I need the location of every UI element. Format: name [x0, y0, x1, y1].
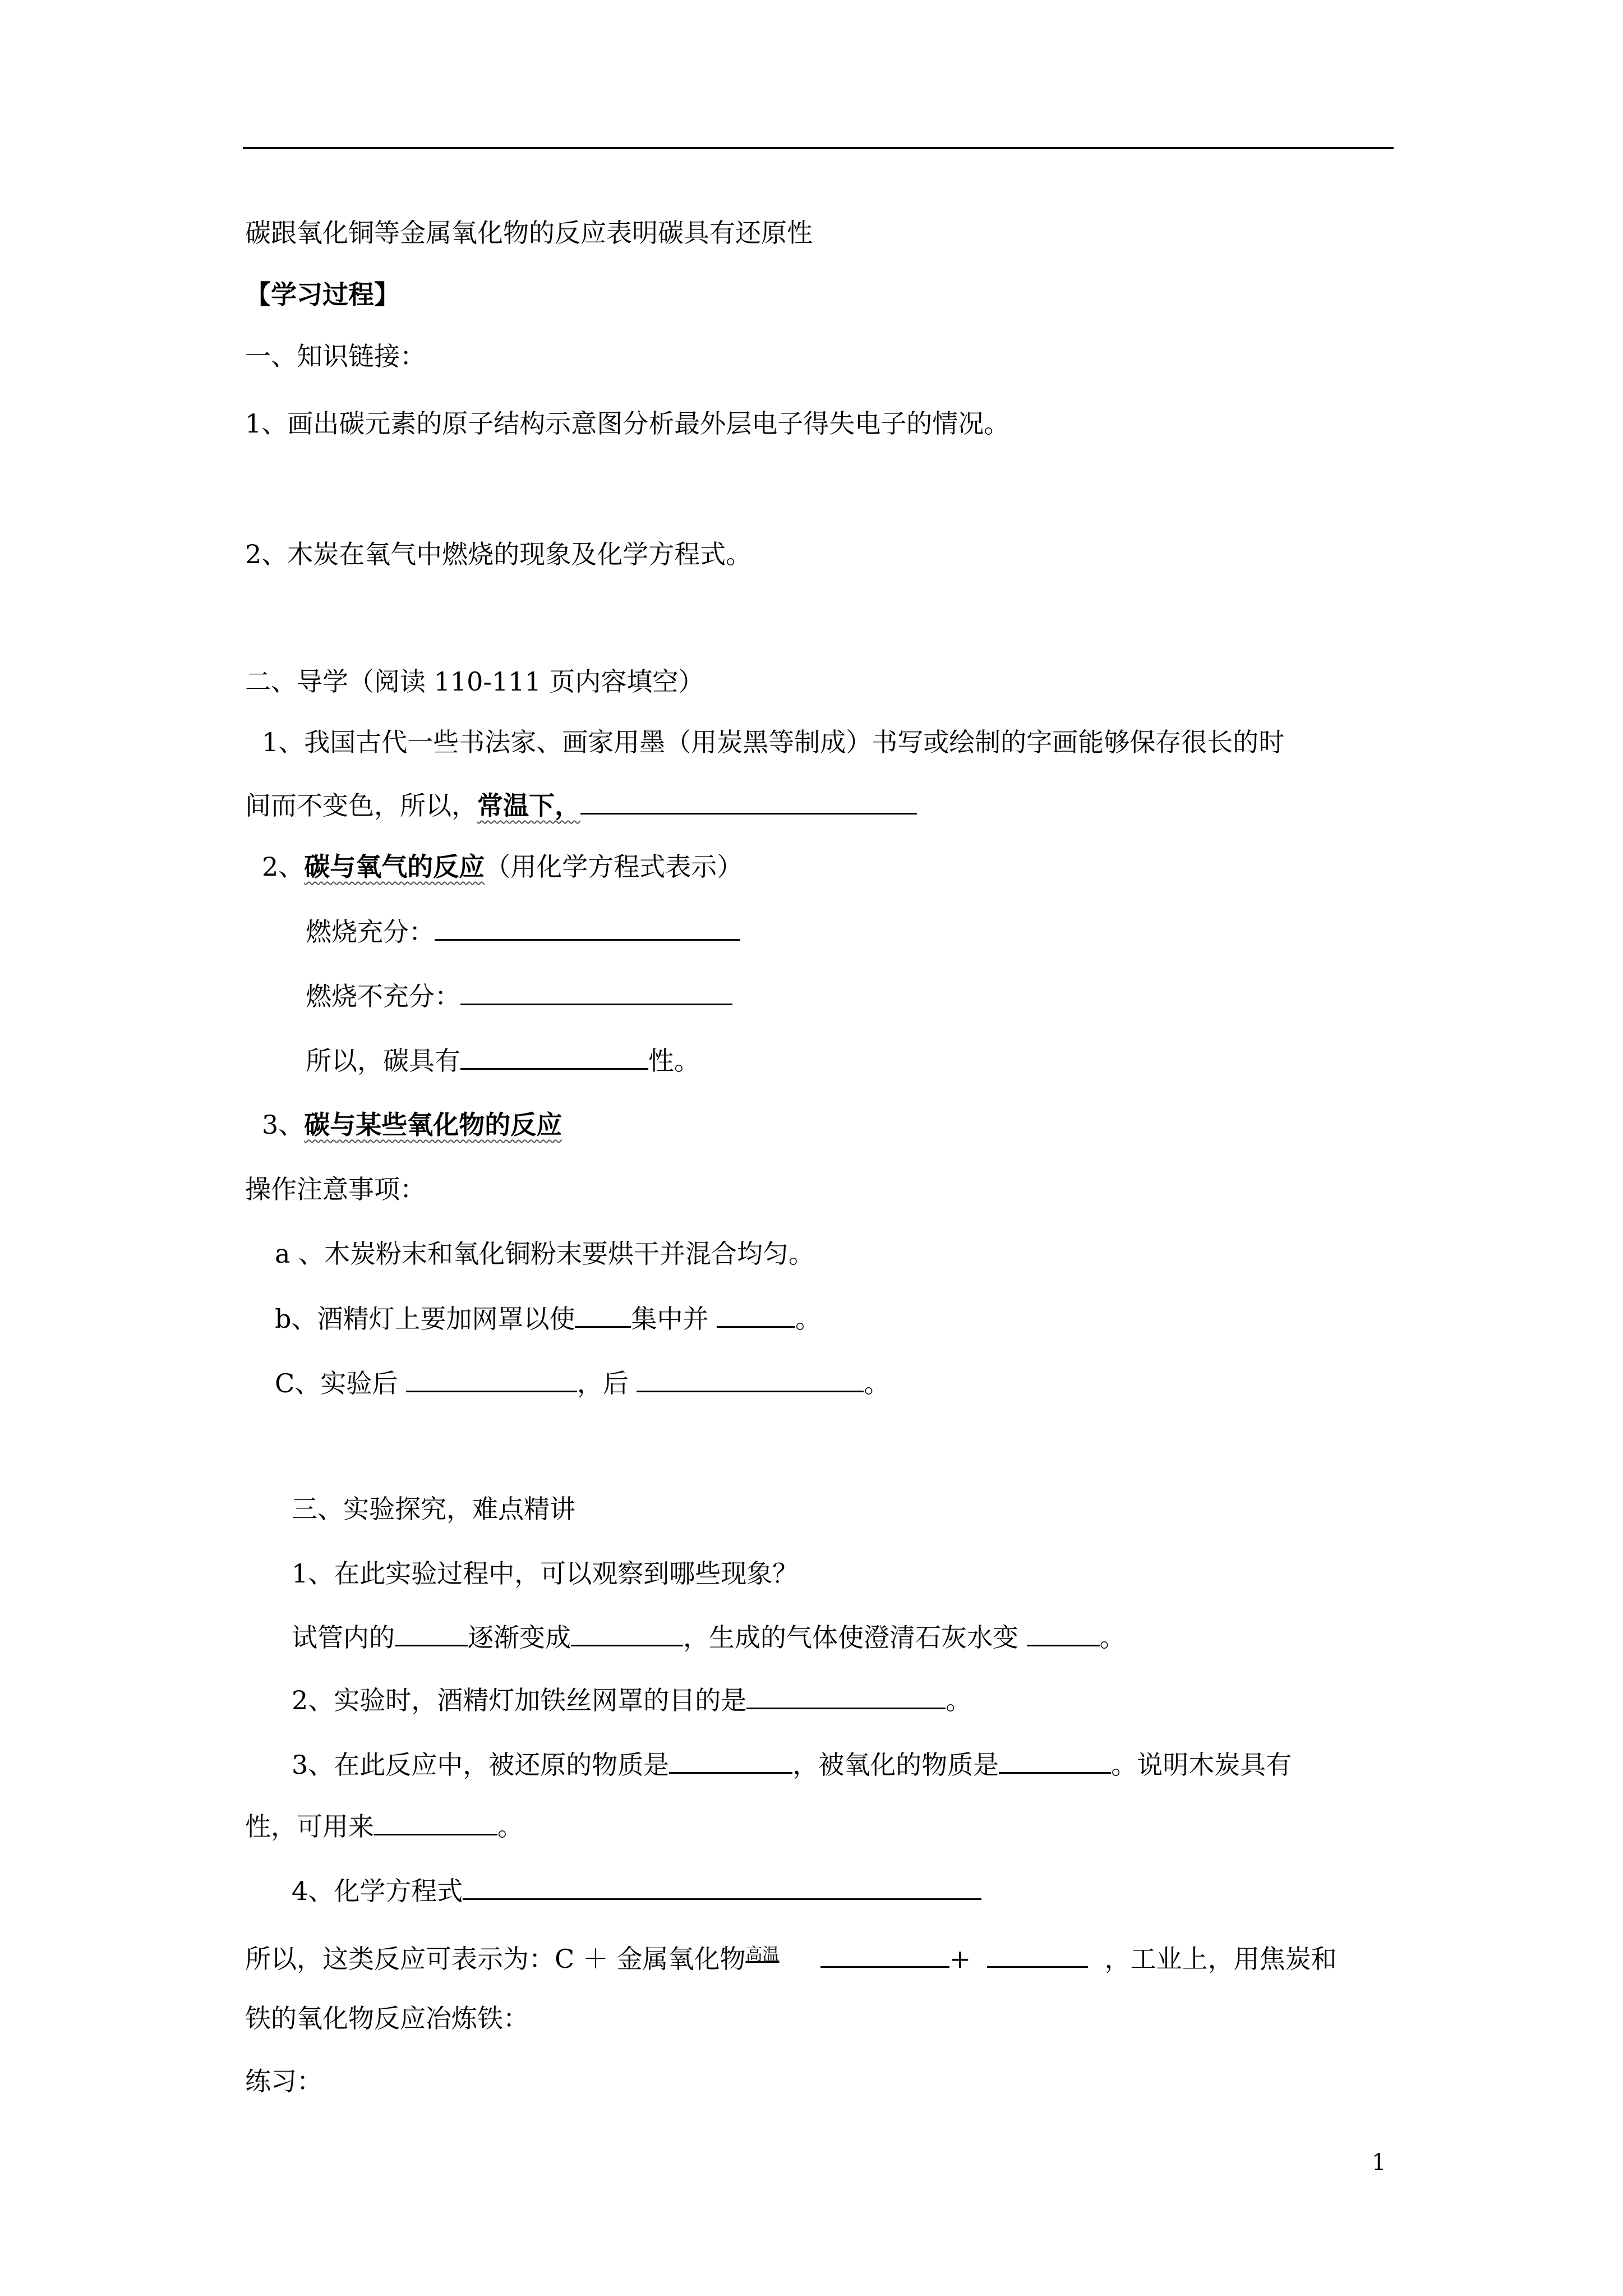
fill-blank-note-c-1[interactable] — [406, 1366, 577, 1392]
header-rule — [243, 147, 1394, 149]
general-reaction-prefix: 所以，这类反应可表示为：C ＋ 金属氧化物 — [245, 1944, 746, 1974]
fill-blank-full-burn[interactable] — [435, 914, 740, 941]
note-c — [275, 1366, 889, 1400]
full-burn-line — [306, 914, 740, 949]
page-number: 1 — [1372, 2150, 1386, 2175]
partial-burn-label: 燃烧不充分： — [306, 981, 460, 1011]
partial-burn-line — [306, 979, 732, 1013]
note-b-end: 。 — [795, 1304, 822, 1334]
fill-blank-product-2[interactable] — [987, 1941, 1088, 1968]
note-b — [275, 1301, 821, 1336]
q32-end: 。 — [946, 1685, 972, 1715]
question-3-1-blanks — [292, 1620, 1126, 1654]
note-b-part1: b、酒精灯上要加网罩以使 — [275, 1304, 575, 1334]
fill-blank-q31-2[interactable] — [571, 1620, 683, 1646]
carbon-property-suffix: 性。 — [648, 1046, 700, 1076]
fill-blank-note-c-2[interactable] — [637, 1366, 864, 1392]
q31-end: 。 — [1099, 1622, 1126, 1653]
q32-text: 2、实验时，酒精灯加铁丝网罩的目的是 — [292, 1685, 747, 1715]
question-3-3-line1 — [292, 1747, 1292, 1782]
carbon-property-prefix: 所以，碳具有 — [306, 1046, 460, 1076]
paragraph-2-2 — [262, 850, 743, 884]
fill-blank-q32[interactable] — [746, 1683, 946, 1709]
note-c-end: 。 — [864, 1368, 890, 1398]
fill-blank-note-b-2[interactable] — [717, 1301, 795, 1328]
note-c-part1: C、实验后 — [275, 1368, 398, 1398]
fill-blank-q33-3[interactable] — [374, 1809, 497, 1835]
question-3-4 — [292, 1874, 981, 1908]
paragraph-2-2-number: 2、 — [262, 852, 305, 882]
question-3-2 — [292, 1683, 971, 1717]
condition-high-temp: 高温 — [745, 1945, 780, 1964]
fill-blank-q31-1[interactable] — [395, 1620, 468, 1646]
question-1-2: 2、木炭在氧气中燃烧的现象及化学方程式。 — [245, 539, 752, 569]
general-reaction-line — [245, 1938, 1337, 1976]
emphasis-normal-temp: 常温下， — [477, 790, 580, 821]
q31-part3: ，生成的气体使澄清石灰水变 — [683, 1622, 1018, 1653]
q33-part3: 。说明木炭具有 — [1111, 1750, 1292, 1780]
fill-blank-q34[interactable] — [463, 1874, 981, 1900]
section-heading-process: 【学习过程】 — [245, 279, 400, 310]
iron-smelting-line: 铁的氧化物反应冶炼铁： — [245, 2003, 529, 2033]
question-3-3-line2 — [245, 1809, 523, 1843]
fill-blank-normal-temp[interactable] — [580, 788, 917, 815]
plus-sign: + — [949, 1944, 971, 1974]
section-1-title: 一、知识链接： — [245, 341, 426, 371]
note-c-part2: ，后 — [577, 1368, 629, 1398]
fill-blank-note-b-1[interactable] — [575, 1301, 631, 1328]
carbon-property-line — [306, 1043, 700, 1078]
question-3-1: 1、在此实验过程中，可以观察到哪些现象？ — [292, 1558, 799, 1589]
paragraph-2-3-number: 3、 — [262, 1110, 305, 1140]
fill-blank-partial-burn[interactable] — [460, 979, 732, 1005]
fill-blank-q33-1[interactable] — [669, 1747, 792, 1774]
q31-part2: 逐渐变成 — [468, 1622, 571, 1653]
fill-blank-carbon-property[interactable] — [460, 1043, 648, 1070]
fill-blank-q31-3[interactable] — [1027, 1620, 1100, 1646]
q33-part1: 3、在此反应中，被还原的物质是 — [292, 1750, 670, 1780]
question-1-1: 1、画出碳元素的原子结构示意图分析最外层电子得失电子的情况。 — [245, 408, 1010, 439]
paragraph-2-1-line1: 1、我国古代一些书法家、画家用墨（用炭黑等制成）书写或绘制的字画能够保存很长的时 — [262, 727, 1285, 757]
paragraph-2-2-rest: （用化学方程式表示） — [485, 852, 743, 882]
notes-title: 操作注意事项： — [245, 1174, 426, 1204]
note-b-part2: 集中并 — [631, 1304, 709, 1334]
section-3-title: 三、实验探究，难点精讲 — [292, 1494, 575, 1524]
general-reaction-suffix: ，工业上，用焦炭和 — [1104, 1944, 1337, 1974]
emphasis-carbon-oxide: 碳与某些氧化物的反应 — [304, 1110, 562, 1140]
practice-label: 练习： — [245, 2066, 322, 2096]
q34-text: 4、化学方程式 — [292, 1876, 463, 1906]
paragraph-2-1-prefix: 间而不变色，所以， — [245, 790, 477, 821]
note-a: a 、木炭粉末和氧化铜粉末要烘干并混合均匀。 — [275, 1239, 815, 1269]
intro-text: 碳跟氧化铜等金属氧化物的反应表明碳具有还原性 — [245, 218, 813, 248]
full-burn-label: 燃烧充分： — [306, 917, 435, 947]
fill-blank-product-1[interactable] — [820, 1941, 949, 1968]
q33-l2-end: 。 — [497, 1811, 523, 1842]
paragraph-2-3 — [262, 1108, 562, 1142]
q31-part1: 试管内的 — [292, 1622, 395, 1653]
section-2-title: 二、导学（阅读 110-111 页内容填空） — [245, 666, 704, 697]
q33-part2: ，被氧化的物质是 — [792, 1750, 999, 1780]
emphasis-carbon-oxygen: 碳与氧气的反应 — [304, 852, 485, 882]
paragraph-2-1-line2 — [245, 788, 917, 822]
fill-blank-q33-2[interactable] — [999, 1747, 1111, 1774]
q33-l2-part1: 性，可用来 — [245, 1811, 374, 1842]
